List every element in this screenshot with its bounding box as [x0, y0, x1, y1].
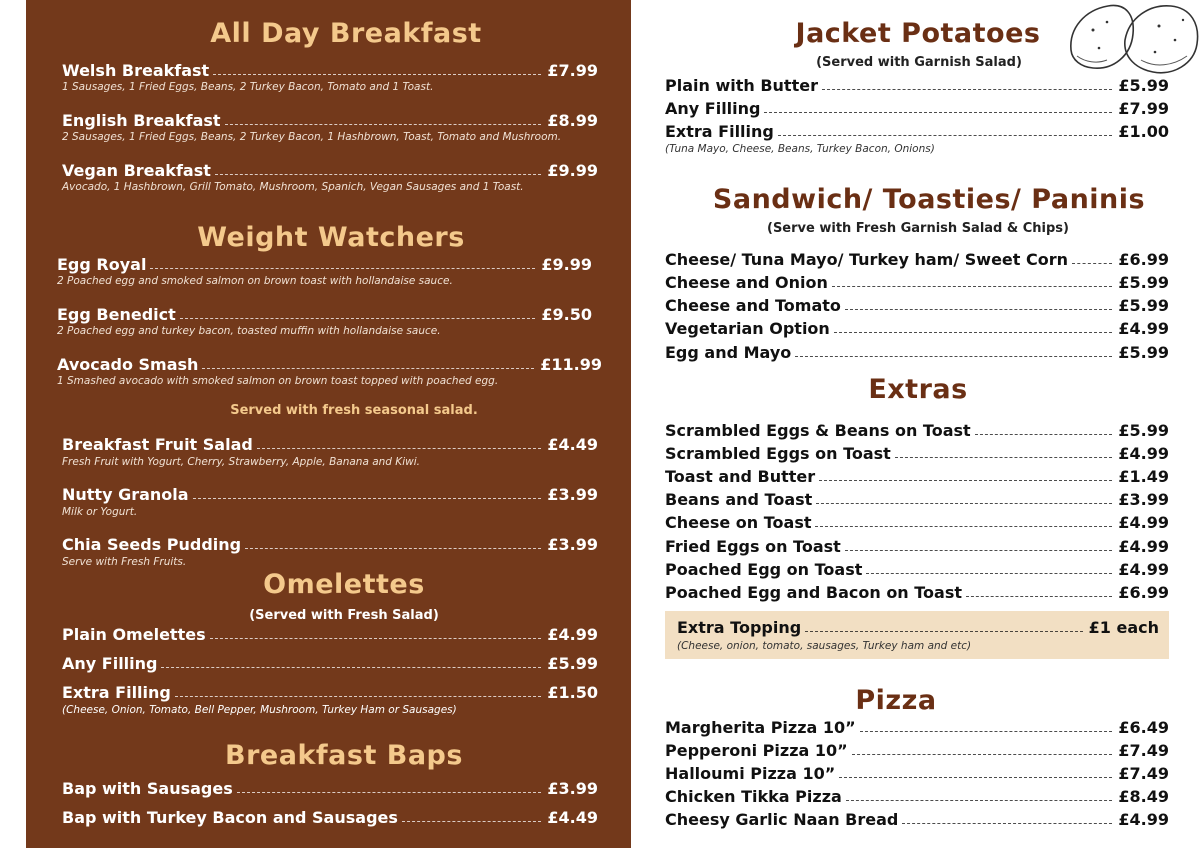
item-name: Chia Seeds Pudding — [62, 535, 242, 554]
breakfast-baps-heading: Breakfast Baps — [225, 740, 463, 771]
leader-dots — [860, 731, 1113, 732]
all-day-breakfast-heading: All Day Breakfast — [210, 18, 482, 49]
menu-item-vegan-breakfast — [62, 158, 598, 180]
menu-item-fried-eggs-on-toast — [665, 534, 1169, 556]
jacket-filling-options: (Tuna Mayo, Cheese, Beans, Turkey Bacon, Onions) — [665, 143, 935, 155]
sandwich-subtitle: (Serve with Fresh Garnish Salad & Chips) — [767, 221, 1069, 236]
menu-item-nutty-granola — [62, 482, 598, 504]
item-name: Bap with Sausages — [62, 779, 233, 798]
leader-dots — [832, 286, 1113, 287]
item-price: £1.50 — [547, 683, 598, 702]
item-name: Nutty Granola — [62, 485, 189, 504]
menu-item-poached-egg-bacon-toast — [665, 580, 1169, 602]
pizza-heading: Pizza — [855, 685, 937, 716]
item-price: £5.99 — [1118, 76, 1169, 95]
leader-dots — [237, 792, 542, 793]
item-name: Egg Benedict — [57, 305, 176, 324]
item-price: £3.99 — [547, 485, 598, 504]
item-name: Cheesy Garlic Naan Bread — [665, 810, 899, 829]
item-name: Avocado Smash — [57, 355, 199, 374]
item-price: £1.49 — [1118, 467, 1169, 486]
item-price: £7.49 — [1118, 764, 1169, 783]
item-name: Plain with Butter — [665, 76, 818, 95]
menu-item-scrambled-eggs-toast — [665, 441, 1169, 463]
item-price: £4.99 — [547, 625, 598, 644]
leader-dots — [805, 631, 1082, 632]
menu-item-egg-benedict — [57, 302, 592, 324]
item-price: £3.99 — [1118, 490, 1169, 509]
leader-dots — [225, 124, 542, 125]
leader-dots — [846, 800, 1113, 801]
omelettes-heading: Omelettes — [263, 569, 425, 600]
item-name: Halloumi Pizza 10” — [665, 764, 836, 783]
leader-dots — [902, 823, 1112, 824]
menu-item-cheese-and-onion — [665, 270, 1169, 292]
item-name: Vegan Breakfast — [62, 161, 211, 180]
leader-dots — [819, 480, 1112, 481]
item-name: Cheese and Tomato — [665, 296, 841, 315]
item-price: £4.49 — [547, 808, 598, 827]
item-name: Egg and Mayo — [665, 343, 792, 362]
leader-dots — [966, 596, 1112, 597]
weight-watchers-heading: Weight Watchers — [197, 222, 465, 253]
leader-dots — [815, 526, 1112, 527]
leader-dots — [257, 448, 542, 449]
menu-item-pepperoni-pizza — [665, 738, 1169, 760]
leader-dots — [845, 309, 1113, 310]
item-price: £5.99 — [1118, 343, 1169, 362]
item-price: £6.49 — [1118, 718, 1169, 737]
item-name: Fried Eggs on Toast — [665, 537, 841, 556]
item-description: Serve with Fresh Fruits. — [62, 556, 187, 568]
sandwich-toasties-paninis-heading: Sandwich/ Toasties/ Paninis — [712, 184, 1146, 215]
item-name: Bap with Turkey Bacon and Sausages — [62, 808, 398, 827]
leader-dots — [852, 754, 1113, 755]
menu-item-avocado-smash — [57, 352, 602, 374]
item-price: £11.99 — [540, 355, 602, 374]
menu-item-welsh-breakfast — [62, 58, 598, 80]
menu-item-egg-royal — [57, 252, 592, 274]
item-name: Cheese on Toast — [665, 513, 812, 532]
item-price: £7.99 — [1118, 99, 1169, 118]
menu-item-halloumi-pizza — [665, 761, 1169, 783]
item-name: Any Filling — [62, 654, 158, 673]
item-description: 1 Sausages, 1 Fried Eggs, Beans, 2 Turkey Bacon, Tomato and 1 Toast. — [62, 81, 434, 93]
menu-item-extra-filling-omelette — [62, 680, 598, 702]
item-name: Breakfast Fruit Salad — [62, 435, 253, 454]
item-name: Margherita Pizza 10” — [665, 718, 856, 737]
leader-dots — [866, 573, 1112, 574]
leader-dots — [778, 135, 1113, 136]
leader-dots — [213, 74, 541, 75]
leader-dots — [975, 434, 1113, 435]
item-name: English Breakfast — [62, 111, 221, 130]
item-name: Egg Royal — [57, 255, 147, 274]
item-name: Poached Egg and Bacon on Toast — [665, 583, 963, 602]
leader-dots — [795, 356, 1112, 357]
leader-dots — [210, 638, 542, 639]
served-with-salad-note: Served with fresh seasonal salad. — [230, 403, 478, 418]
item-description: Avocado, 1 Hashbrown, Grill Tomato, Mushroom, Spanich, Vegan Sausages and 1 Toast. — [62, 181, 524, 193]
menu-item-extra-filling-jacket — [665, 119, 1169, 141]
menu-item-poached-egg-on-toast — [665, 557, 1169, 579]
item-price: £5.99 — [1118, 296, 1169, 315]
menu-item-chicken-tikka-pizza — [665, 784, 1169, 806]
menu-item-beans-and-toast — [665, 487, 1169, 509]
jacket-potatoes-subtitle: (Served with Garnish Salad) — [816, 55, 1022, 70]
menu-item-extra-topping — [677, 615, 1159, 637]
menu-item-toast-and-butter — [665, 464, 1169, 486]
leader-dots — [193, 498, 542, 499]
menu-item-egg-and-mayo — [665, 340, 1169, 362]
item-name: Cheese/ Tuna Mayo/ Turkey ham/ Sweet Corn — [665, 250, 1069, 269]
item-price: £4.99 — [1118, 810, 1169, 829]
omelette-filling-options: (Cheese, Onion, Tomato, Bell Pepper, Mushroom, Turkey Ham or Sausages) — [62, 704, 457, 716]
menu-item-any-filling-jacket — [665, 96, 1169, 118]
extras-heading: Extras — [868, 374, 968, 405]
menu-item-bap-with-sausages — [62, 776, 598, 798]
leader-dots — [402, 821, 542, 822]
item-price: £4.99 — [1118, 513, 1169, 532]
menu-item-cheesy-garlic-naan — [665, 807, 1169, 829]
leader-dots — [822, 89, 1112, 90]
leader-dots — [245, 548, 541, 549]
leader-dots — [834, 332, 1113, 333]
leader-dots — [816, 503, 1112, 504]
item-price: £7.99 — [547, 61, 598, 80]
item-price: £4.99 — [1118, 560, 1169, 579]
item-description: 1 Smashed avocado with smoked salmon on brown toast topped with poached egg. — [57, 375, 499, 387]
leader-dots — [839, 777, 1112, 778]
item-price: £3.99 — [547, 535, 598, 554]
item-price: £9.99 — [547, 161, 598, 180]
leader-dots — [180, 318, 536, 319]
menu-item-chia-seeds-pudding — [62, 532, 598, 554]
leader-dots — [845, 550, 1113, 551]
item-price: £6.99 — [1118, 583, 1169, 602]
item-price: £1 each — [1088, 618, 1159, 637]
item-price: £5.99 — [1118, 421, 1169, 440]
leader-dots — [1072, 263, 1112, 264]
right-menu-panel — [631, 0, 1200, 848]
item-price: £7.49 — [1118, 741, 1169, 760]
menu-item-vegetarian-option — [665, 316, 1169, 338]
omelettes-subtitle: (Served with Fresh Salad) — [249, 608, 439, 623]
leader-dots — [161, 667, 541, 668]
item-name: Vegetarian Option — [665, 319, 830, 338]
item-name: Scrambled Eggs on Toast — [665, 444, 891, 463]
leader-dots — [895, 457, 1113, 458]
menu-item-cheese-and-tomato — [665, 293, 1169, 315]
item-price: £4.99 — [1118, 319, 1169, 338]
leader-dots — [215, 174, 542, 175]
item-description: 2 Sausages, 1 Fried Eggs, Beans, 2 Turkey Bacon, 1 Hashbrown, Toast, Tomato and Mushroom. — [62, 131, 562, 143]
item-price: £9.50 — [541, 305, 592, 324]
item-name: Chicken Tikka Pizza — [665, 787, 842, 806]
menu-item-plain-with-butter — [665, 73, 1169, 95]
leader-dots — [150, 268, 535, 269]
item-description: 2 Poached egg and smoked salmon on brown toast with hollandaise sauce. — [57, 275, 453, 287]
item-name: Pepperoni Pizza 10” — [665, 741, 848, 760]
leader-dots — [202, 368, 534, 369]
menu-item-margherita-pizza — [665, 715, 1169, 737]
leader-dots — [764, 112, 1112, 113]
item-price: £4.99 — [1118, 444, 1169, 463]
menu-item-english-breakfast — [62, 108, 598, 130]
item-name: Poached Egg on Toast — [665, 560, 863, 579]
item-description: Fresh Fruit with Yogurt, Cherry, Strawberry, Apple, Banana and Kiwi. — [62, 456, 420, 468]
item-price: £4.49 — [547, 435, 598, 454]
item-price: £4.99 — [1118, 537, 1169, 556]
item-name: Extra Filling — [62, 683, 171, 702]
menu-item-bap-turkey-bacon-sausages — [62, 805, 598, 827]
item-price: £3.99 — [547, 779, 598, 798]
left-menu-panel — [26, 0, 631, 848]
menu-item-cheese-on-toast — [665, 510, 1169, 532]
item-price: £5.99 — [547, 654, 598, 673]
item-name: Scrambled Eggs & Beans on Toast — [665, 421, 971, 440]
menu-item-breakfast-fruit-salad — [62, 432, 598, 454]
jacket-potatoes-heading: Jacket Potatoes — [795, 18, 1041, 49]
extra-topping-options: (Cheese, onion, tomato, sausages, Turkey ham and etc) — [677, 640, 972, 652]
menu-item-cheese-tuna-turkey-corn — [665, 247, 1169, 269]
item-price: £1.00 — [1118, 122, 1169, 141]
menu-item-any-filling-omelette — [62, 651, 598, 673]
item-description: 2 Poached egg and turkey bacon, toasted muffin with hollandaise sauce. — [57, 325, 441, 337]
item-price: £8.49 — [1118, 787, 1169, 806]
menu-item-scrambled-eggs-beans-toast — [665, 418, 1169, 440]
item-description: Milk or Yogurt. — [62, 506, 138, 518]
item-price: £6.99 — [1118, 250, 1169, 269]
item-name: Extra Topping — [677, 618, 802, 637]
item-name: Welsh Breakfast — [62, 61, 210, 80]
item-price: £8.99 — [547, 111, 598, 130]
menu-item-plain-omelettes — [62, 622, 598, 644]
item-name: Toast and Butter — [665, 467, 816, 486]
item-name: Extra Filling — [665, 122, 774, 141]
item-price: £9.99 — [541, 255, 592, 274]
item-name: Any Filling — [665, 99, 761, 118]
item-name: Cheese and Onion — [665, 273, 828, 292]
item-name: Beans and Toast — [665, 490, 813, 509]
leader-dots — [175, 696, 542, 697]
item-name: Plain Omelettes — [62, 625, 206, 644]
item-price: £5.99 — [1118, 273, 1169, 292]
